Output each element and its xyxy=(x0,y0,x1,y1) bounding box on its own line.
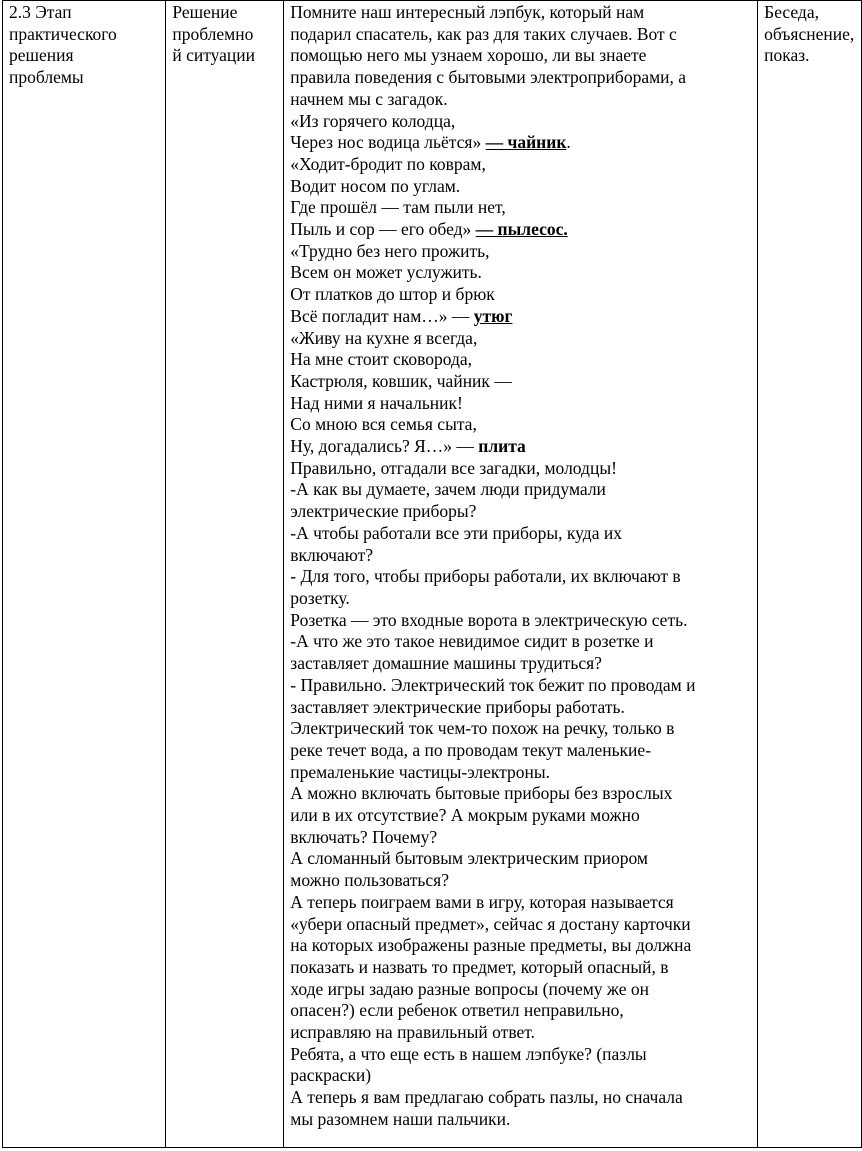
riddle-answer: — чайник xyxy=(485,132,567,153)
content-line: Розетка — это входные ворота в электрическую сеть. xyxy=(290,609,688,630)
stage-line: проблемы xyxy=(9,67,84,88)
riddle-answer: утюг xyxy=(473,305,513,326)
content-line: опасен?) если ребенок ответил неправильно, xyxy=(290,1000,624,1021)
content-line: - Правильно. Электрический ток бежит по проводам и xyxy=(290,674,696,695)
content-line: Ребята, а что еще есть в нашем лэпбуке? (пазлы xyxy=(290,1043,647,1064)
riddle-line: На мне стоит сковорода, xyxy=(290,349,473,370)
riddle-line: От платков до штор и брюк xyxy=(290,284,495,305)
riddle-line: «Ходит-бродит по коврам, xyxy=(290,153,486,174)
method-cell xyxy=(166,1,284,1148)
content-line: -А чтобы работали все эти приборы, куда их xyxy=(290,522,622,543)
content-line: А можно включать бытовые приборы без взрослых xyxy=(290,783,673,804)
stage-cell xyxy=(3,1,166,1148)
riddle-text: Всё погладит нам…» — xyxy=(290,305,474,326)
content-line: -А как вы думаете, зачем люди придумали xyxy=(290,479,606,500)
content-line: Помните наш интересный лэпбук, который нам xyxy=(290,2,645,22)
content-line: мы разомнем наши пальчики. xyxy=(290,1108,511,1129)
riddle-line xyxy=(290,306,751,328)
content-line: премаленькие частицы-электроны. xyxy=(290,761,551,782)
riddle-punct: . xyxy=(563,219,568,240)
riddle-line: «Живу на кухне я всегда, xyxy=(290,327,478,348)
riddle-line: «Трудно без него прожить, xyxy=(290,240,490,261)
riddle-line: Со мною вся семья сыта, xyxy=(290,414,477,435)
riddle-text: Пыль и сор — его обед» xyxy=(290,219,476,240)
content-line: ходе игры задаю разные вопросы (почему же он xyxy=(290,978,650,999)
riddle-line xyxy=(290,436,751,458)
content-line: А сломанный бытовым электрическим приором xyxy=(290,848,648,869)
content-line: включают? xyxy=(290,544,374,565)
content-cell xyxy=(284,1,758,1148)
form-line: показ. xyxy=(764,45,810,66)
riddle-line: Где прошёл — там пыли нет, xyxy=(290,197,506,218)
content-line: - Для того, чтобы приборы работали, их включают в xyxy=(290,566,681,587)
content-line: Электрический ток чем-то похож на речку, только в xyxy=(290,718,675,739)
content-line: А теперь поиграем вами в игру, которая называется xyxy=(290,891,674,912)
stage-line: 2.3 Этап xyxy=(9,2,72,22)
content-line: заставляет домашние машины трудиться? xyxy=(290,653,602,674)
stage-line: решения xyxy=(9,45,74,66)
content-line: электрические приборы? xyxy=(290,501,477,522)
content-line: подарил спасатель, как раз для таких случаев. Вот с xyxy=(290,23,677,44)
form-line: объяснение, xyxy=(764,23,855,44)
riddle-line xyxy=(290,132,751,154)
method-line: й ситуации xyxy=(172,45,256,66)
table-row xyxy=(3,1,862,1148)
riddle-line: Всем он может услужить. xyxy=(290,262,482,283)
riddle-text: Ну, догадались? Я…» — xyxy=(290,436,479,457)
content-line: правила поведения с бытовыми электроприборами, а xyxy=(290,67,687,88)
content-line: можно пользоваться? xyxy=(290,870,449,891)
riddle-line: Водит носом по углам. xyxy=(290,175,461,196)
riddle-punct: . xyxy=(566,132,571,153)
content-line: показать и назвать то предмет, который опасный, в xyxy=(290,956,669,977)
method-line: Решение xyxy=(172,2,238,22)
content-line: или в их отсутствие? А мокрым руками можно xyxy=(290,805,640,826)
riddle-line xyxy=(290,219,751,241)
method-line: проблемно xyxy=(172,23,254,44)
riddle-line: Кастрюля, ковшик, чайник — xyxy=(290,370,512,391)
form-line: Беседа, xyxy=(764,2,819,22)
form-cell xyxy=(758,1,862,1148)
content-line: «убери опасный предмет», сейчас я достану карточки xyxy=(290,913,691,934)
riddle-text: Через нос водица льётся» xyxy=(290,132,486,153)
riddle-answer: — пылесос xyxy=(475,219,564,240)
riddle-line: Над ними я начальник! xyxy=(290,392,463,413)
content-line: начнем мы с загадок. xyxy=(290,88,448,109)
riddle-answer: плита xyxy=(478,436,526,457)
content-line: раскраски) xyxy=(290,1065,372,1086)
lesson-plan-table xyxy=(2,0,862,1148)
content-line: А теперь я вам предлагаю собрать пазлы, но сначала xyxy=(290,1087,683,1108)
content-line: на которых изображены разные предметы, вы должна xyxy=(290,935,692,956)
content-line: Правильно, отгадали все загадки, молодцы! xyxy=(290,457,617,478)
riddle-line: «Из горячего колодца, xyxy=(290,110,456,131)
content-line: помощью него мы узнаем хорошо, ли вы знаете xyxy=(290,45,647,66)
stage-line: практического xyxy=(9,23,117,44)
content-line: включать? Почему? xyxy=(290,826,438,847)
content-line: реке течет вода, а по проводам текут маленькие- xyxy=(290,739,652,760)
content-line: розетку. xyxy=(290,587,350,608)
content-line: -А что же это такое невидимое сидит в розетке и xyxy=(290,631,654,652)
content-line: исправляю на правильный ответ. xyxy=(290,1022,535,1043)
content-line: заставляет электрические приборы работать. xyxy=(290,696,625,717)
